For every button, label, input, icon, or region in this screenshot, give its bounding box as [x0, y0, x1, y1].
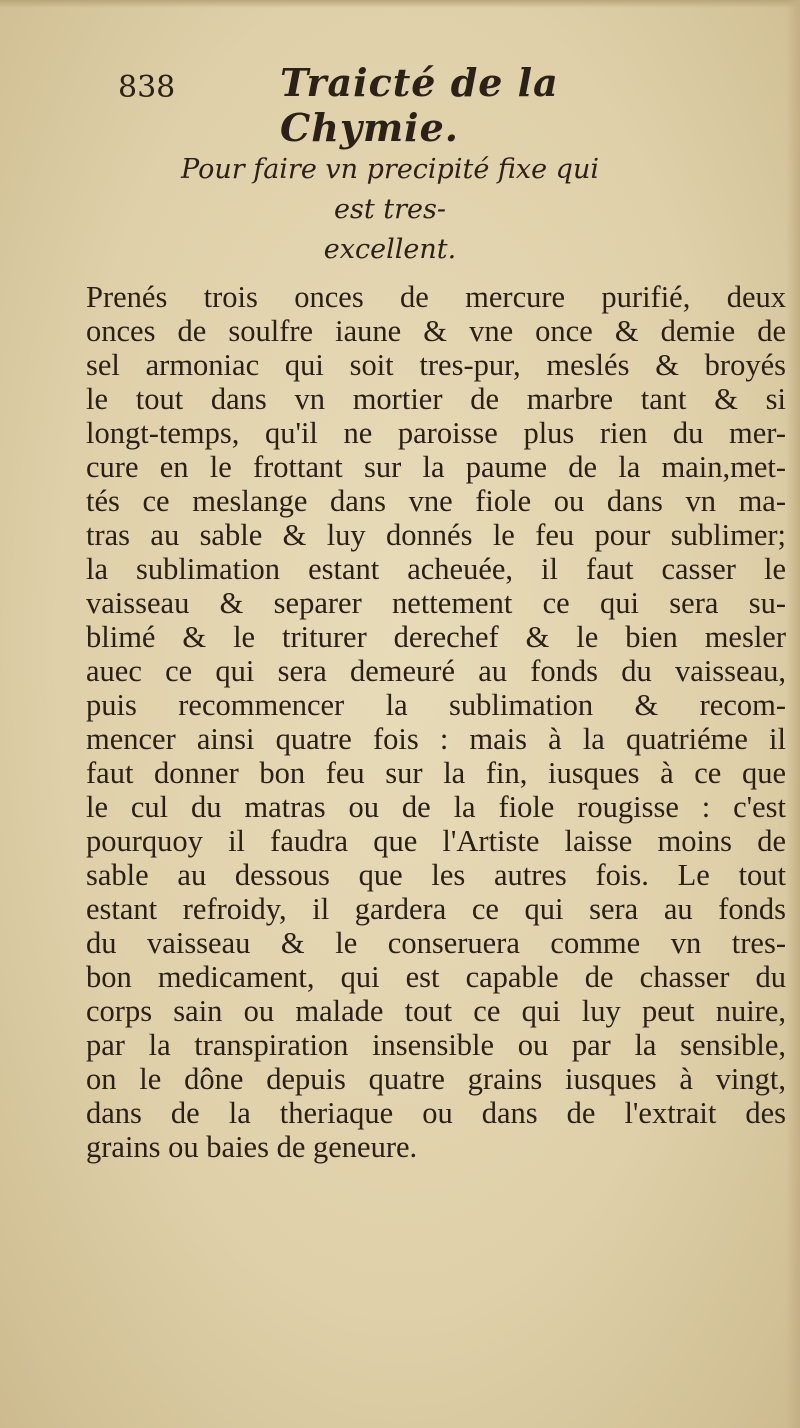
running-head: [110, 58, 710, 150]
text-line: le cul du matras ou de la fiole rougisse : c'est: [86, 790, 786, 824]
text-line: sable au dessous que les autres fois. Le tout: [86, 858, 786, 892]
text-line: sel armoniac qui soit tres-pur, meslés & broyés: [86, 348, 786, 382]
text-line: onces de soulfre iaune & vne once & demie de: [86, 314, 786, 348]
text-line: mencer ainsi quatre fois : mais à la quatriéme il: [86, 722, 786, 756]
text-line: la sublimation estant acheuée, il faut casser le: [86, 552, 786, 586]
text-line: blimé & le triturer derechef & le bien mesler: [86, 620, 786, 654]
text-line: vaisseau & separer nettement ce qui sera su-: [86, 586, 786, 620]
text-line: estant refroidy, il gardera ce qui sera au fonds: [86, 892, 786, 926]
body-paragraph: [86, 280, 786, 1164]
text-line: puis recommencer la sublimation & recom-: [86, 688, 786, 722]
page-right-edge: [786, 0, 800, 1428]
text-line: grains ou baies de geneure.: [86, 1130, 418, 1164]
running-title: Traicté de la Chymie.: [280, 60, 559, 150]
page-number: 838: [118, 70, 176, 105]
page-top-edge: [0, 0, 800, 8]
text-line: on le dône depuis quatre grains iusques à vingt,: [86, 1062, 786, 1096]
text-line: faut donner bon feu sur la fin, iusques à ce que: [86, 756, 786, 790]
text-line: cure en le frottant sur la paume de la main,met-: [86, 450, 786, 484]
text-line: bon medicament, qui est capable de chasser du: [86, 960, 786, 994]
text-line: auec ce qui sera demeuré au fonds du vaisseau,: [86, 654, 786, 688]
section-heading-line-2: excellent.: [323, 234, 457, 265]
text-line: le tout dans vn mortier de marbre tant & si: [86, 382, 786, 416]
text-line: par la transpiration insensible ou par la sensible,: [86, 1028, 786, 1062]
section-heading-line-1: Pour faire vn precipité fixe qui est tres-: [181, 154, 599, 225]
text-line: Prenés trois onces de mercure purifié, deux: [86, 280, 786, 314]
text-line: corps sain ou malade tout ce qui luy peut nuire,: [86, 994, 786, 1028]
text-line: tras au sable & luy donnés le feu pour sublimer;: [86, 518, 786, 552]
text-line: dans de la theriaque ou dans de l'extrait des: [86, 1096, 786, 1130]
text-line: pourquoy il faudra que l'Artiste laisse moins de: [86, 824, 786, 858]
text-line: longt-temps, qu'il ne paroisse plus rien du mer-: [86, 416, 786, 450]
text-line: tés ce meslange dans vne fiole ou dans vn ma-: [86, 484, 786, 518]
text-line: du vaisseau & le conseruera comme vn tres-: [86, 926, 786, 960]
section-heading: [160, 150, 620, 270]
